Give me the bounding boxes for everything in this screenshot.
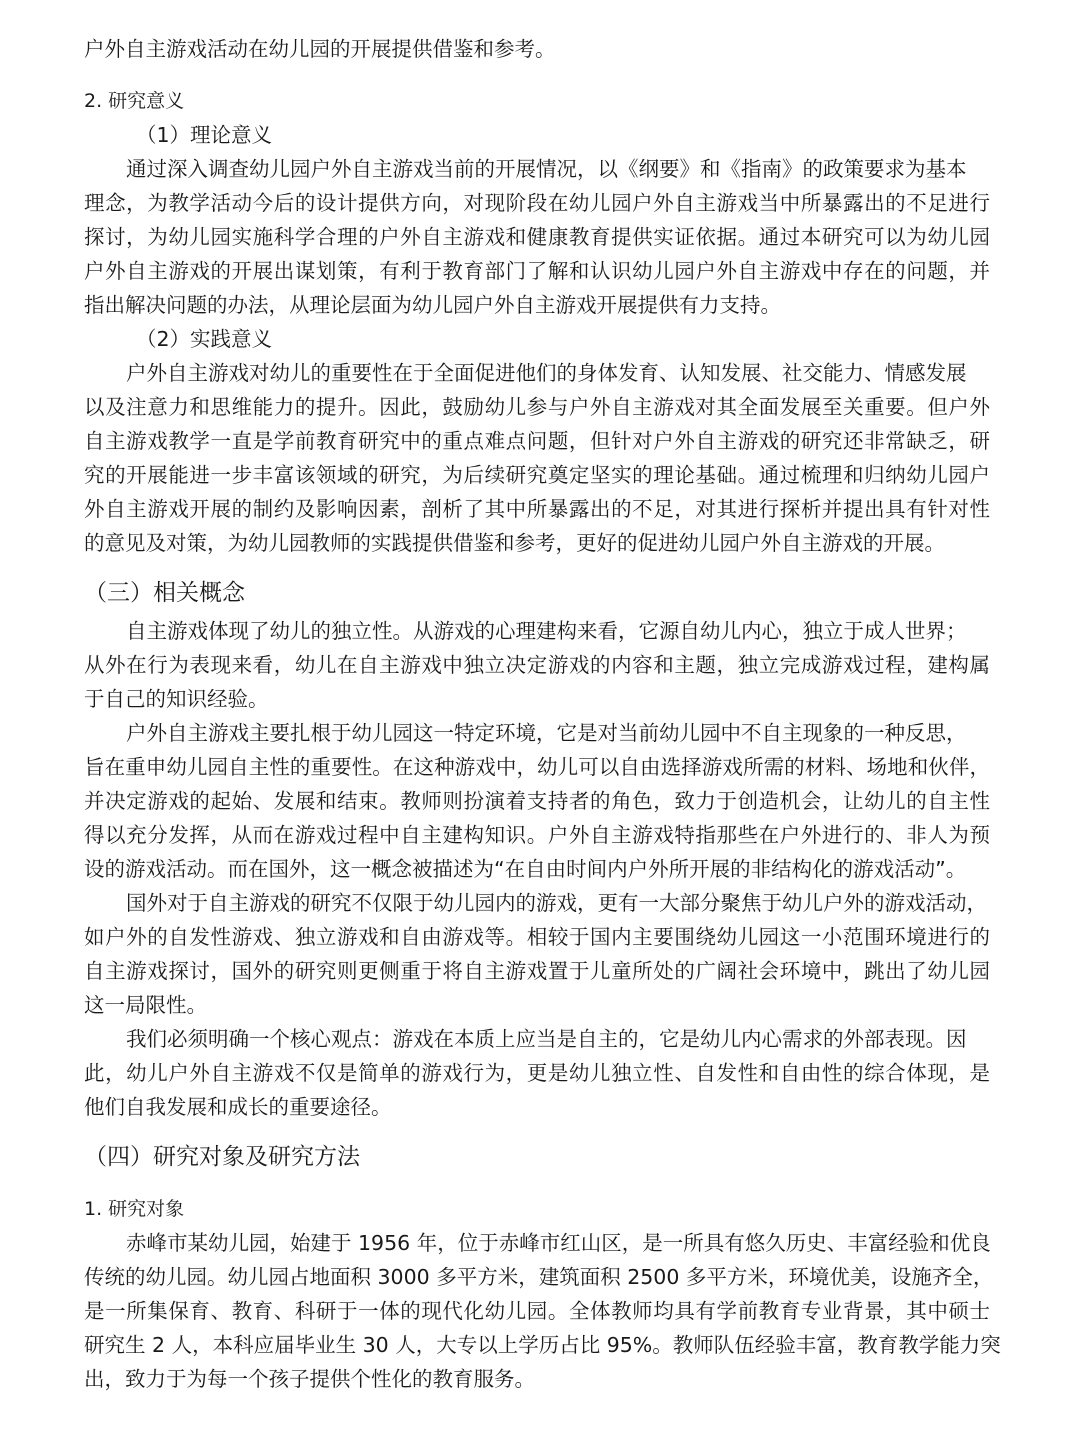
paragraph-line: 理念，为教学活动今后的设计提供方向，对现阶段在幼儿园户外自主游戏当中所暴露出的不足进行 [84, 191, 990, 215]
heading-related-concepts: （三）相关概念 [84, 580, 245, 606]
paragraph-line: 他们自我发展和成长的重要途径。 [84, 1095, 392, 1119]
paragraph-line: 自主游戏体现了幼儿的独立性。从游戏的心理建构来看，它源自幼儿内心，独立于成人世界； [126, 619, 967, 643]
paragraph-line: 户外自主游戏对幼儿的重要性在于全面促进他们的身体发育、认知发展、社交能力、情感发展 [126, 361, 967, 385]
paragraph-line: 出，致力于为每一个孩子提供个性化的教育服务。 [84, 1367, 535, 1391]
paragraph-line: 究的开展能进一步丰富该领域的研究，为后续研究奠定坚实的理论基础。通过梳理和归纳幼儿园户 [84, 463, 990, 487]
paragraph-line: 此，幼儿户外自主游戏不仅是简单的游戏行为，更是幼儿独立性、自发性和自由性的综合体现，是 [84, 1061, 990, 1085]
paragraph-line: 旨在重申幼儿园自主性的重要性。在这种游戏中，幼儿可以自由选择游戏所需的材料、场地和伙伴， [84, 755, 990, 779]
heading-research-subject: 1. 研究对象 [84, 1198, 185, 1220]
paragraph-line: 国外对于自主游戏的研究不仅限于幼儿园内的游戏，更有一大部分聚焦于幼儿户外的游戏活动， [126, 891, 987, 915]
paragraph-line: 赤峰市某幼儿园，始建于 1956 年，位于赤峰市红山区，是一所具有悠久历史、丰富经验和优良 [126, 1231, 991, 1255]
paragraph-line: 并决定游戏的起始、发展和结束。教师则扮演着支持者的角色，致力于创造机会，让幼儿的自主性 [84, 789, 990, 813]
paragraph-line: 户外自主游戏活动在幼儿园的开展提供借鉴和参考。 [84, 37, 556, 61]
paragraph-line: 自主游戏探讨，国外的研究则更侧重于将自主游戏置于儿童所处的广阔社会环境中，跳出了幼儿园 [84, 959, 990, 983]
paragraph-line: 指出解决问题的办法，从理论层面为幼儿园户外自主游戏开展提供有力支持。 [84, 293, 781, 317]
paragraph-line: 设的游戏活动。而在国外，这一概念被描述为“在自由时间内户外所开展的非结构化的游戏活动”。 [84, 857, 967, 881]
paragraph-line: 得以充分发挥，从而在游戏过程中自主建构知识。户外自主游戏特指那些在户外进行的、非人为预 [84, 823, 990, 847]
heading-theoretical-significance: （1）理论意义 [136, 123, 273, 147]
heading-practical-significance: （2）实践意义 [136, 327, 273, 351]
paragraph-line: 于自己的知识经验。 [84, 687, 269, 711]
paragraph-line: 的意见及对策，为幼儿园教师的实践提供借鉴和参考，更好的促进幼儿园户外自主游戏的开展。 [84, 531, 945, 555]
paragraph-line: 外自主游戏开展的制约及影响因素，剖析了其中所暴露出的不足，对其进行探析并提出具有针对性 [84, 497, 990, 521]
paragraph-line: 自主游戏教学一直是学前教育研究中的重点难点问题，但针对户外自主游戏的研究还非常缺乏，研 [84, 429, 990, 453]
heading-research-significance: 2. 研究意义 [84, 90, 185, 112]
paragraph-line: 我们必须明确一个核心观点：游戏在本质上应当是自主的，它是幼儿内心需求的外部表现。因 [126, 1027, 967, 1051]
paragraph-line: 传统的幼儿园。幼儿园占地面积 3000 多平方米，建筑面积 2500 多平方米，环境优美，设施齐全， [84, 1265, 994, 1289]
heading-research-subjects-methods: （四）研究对象及研究方法 [84, 1144, 360, 1170]
paragraph-line: 户外自主游戏主要扎根于幼儿园这一特定环境，它是对当前幼儿园中不自主现象的一种反思， [126, 721, 967, 745]
paragraph-line: 探讨，为幼儿园实施科学合理的户外自主游戏和健康教育提供实证依据。通过本研究可以为幼儿园 [84, 225, 990, 249]
paragraph-line: 户外自主游戏的开展出谋划策，有利于教育部门了解和认识幼儿园户外自主游戏中存在的问题，并 [84, 259, 990, 283]
paragraph-line: 以及注意力和思维能力的提升。因此，鼓励幼儿参与户外自主游戏对其全面发展至关重要。但户外 [84, 395, 990, 419]
paragraph-line: 如户外的自发性游戏、独立游戏和自由游戏等。相较于国内主要围绕幼儿园这一小范围环境进行的 [84, 925, 990, 949]
paragraph-line: 研究生 2 人，本科应届毕业生 30 人，大专以上学历占比 95%。教师队伍经验丰富，教育教学能力突 [84, 1333, 1001, 1357]
paragraph-line: 通过深入调查幼儿园户外自主游戏当前的开展情况，以《纲要》和《指南》的政策要求为基本 [126, 157, 967, 181]
paragraph-line: 是一所集保育、教育、科研于一体的现代化幼儿园。全体教师均具有学前教育专业背景，其中硕士 [84, 1299, 990, 1323]
paragraph-line: 从外在行为表现来看，幼儿在自主游戏中独立决定游戏的内容和主题，独立完成游戏过程，建构属 [84, 653, 990, 677]
paragraph-line: 这一局限性。 [84, 993, 207, 1017]
